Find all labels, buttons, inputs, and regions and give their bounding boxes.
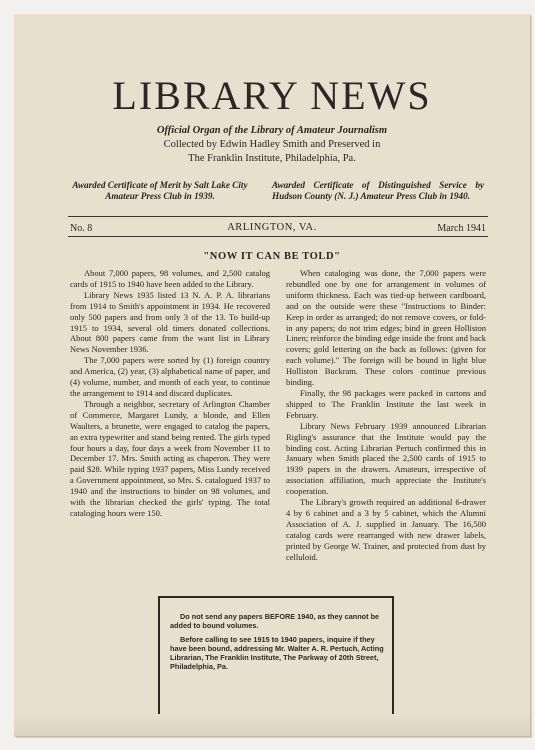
- article-column-left: [70, 268, 270, 519]
- divider-bottom: [68, 236, 488, 237]
- notice-box: [158, 596, 394, 732]
- paragraph: The 7,000 papers were sorted by (1) foreign country and America, (2) year, (3) alphabetical name of paper, and (4) volume, number, and month of each year, to continue the arrangement to 1914 and discard duplicates.: [70, 355, 270, 398]
- masthead-collected-by: Collected by Edwin Hadley Smith and Preserved in: [163, 139, 381, 150]
- award-left: Awarded Certificate of Merit by Salt Lake City Amateur Press Club in 1939.: [72, 180, 248, 201]
- paragraph: Library News 1935 listed 13 N. A. P. A. librarians from 1914 to Smith's appointment in 1934. He recovered only 500 papers and from only 3 of the 13. To build-up 1915 to 1934, several old timers donated collections. About 800 papers came from the want list in Library News November 1936.: [70, 289, 270, 355]
- paragraph: When cataloging was done, the 7,000 papers were rebundled one by one for arrangement in volumes of uniform thickness. Each was tied-up between cardboard, and on the outside were these "Instructions to Binder: Keep in order as arranged; do not remove covers, or fold-in any papers; do not trim edges; bind in green Holliston Linen; reinforce the binding edge inside the front and back covers; gold lettering on the back as follows: (given for each volume)." The foreign will be bound in light blue Holliston Buckram. These colors continue previous binding.: [286, 268, 486, 388]
- paragraph: Finally, the 98 packages were packed in cartons and shipped to The Franklin Institute the last week in February.: [286, 387, 486, 420]
- article-headline: "NOW IT CAN BE TOLD": [203, 251, 341, 262]
- issue-place: ARLINGTON, VA.: [227, 222, 317, 233]
- newsletter-page: [14, 14, 530, 736]
- divider-top: [68, 216, 488, 217]
- masthead-subtitle: Official Organ of the Library of Amateur Journalism: [156, 125, 388, 136]
- award-right: Awarded Certificate of Distinguished Service by Hudson County (N. J.) Amateur Press Club in 1940.: [272, 180, 484, 201]
- notice-paragraph: Before calling to see 1915 to 1940 papers, inquire if they have been bound, addressing Mr. Walter A. R. Pertuch, Acting Librarian, The Franklin Institute, The Parkway of 20th Street, Philadelphia, Pa.: [170, 634, 384, 672]
- paragraph: Library News February 1939 announced Librarian Rigling's assurance that the Institute would pay the binding cost. Acting Librarian Pertuch confirmed this in January when Smith placed the 2,500 cards of 1915 to 1939 papers in the drawers. Amateurs, irrespective of association affiliation, much appreciate the Institute's cooperation.: [286, 420, 486, 497]
- issue-number: No. 8: [70, 223, 93, 234]
- paragraph: Through a neighbor, secretary of Arlington Chamber of Commerce, Margaret Lundy, a blonde, and Ellen Waulters, a brunette, were engaged to catalog the papers, an extra typewriter and stand being rented. The girls typed four hours a day, four days a week from November 11 to December 17. Mrs. Smith acting as chaperon. They were paid $28. While typing 1937 papers, Miss Lundy received a Government appointment, so Mrs. S. catalogued 1937 to 1940 and the instructions to binder on 98 volumes, and with the librarian checked the girls' typing. The total cataloging hours were 150.: [70, 398, 270, 518]
- article-column-right: [286, 268, 486, 562]
- masthead-title: LIBRARY NEWS: [112, 73, 432, 118]
- issue-date: March 1941: [437, 223, 486, 234]
- paragraph: The Library's growth required an additional 6-drawer 4 by 6 cabinet and a 3 by 5 cabinet, which the Alumni Association of A. J. supplied in January. The 16,500 catalog cards were rearranged with new drawer labels, printed by George W. Trainer, and protected from dust by celluloid.: [286, 497, 486, 562]
- notice-paragraph: Do not send any papers BEFORE 1940, as they cannot be added to bound volumes.: [170, 612, 380, 631]
- paragraph: About 7,000 papers, 98 volumes, and 2,500 catalog cards of 1915 to 1940 have been added to the Library.: [70, 268, 270, 289]
- masthead-preserved-in: The Franklin Institute, Philadelphia, Pa.: [188, 153, 356, 164]
